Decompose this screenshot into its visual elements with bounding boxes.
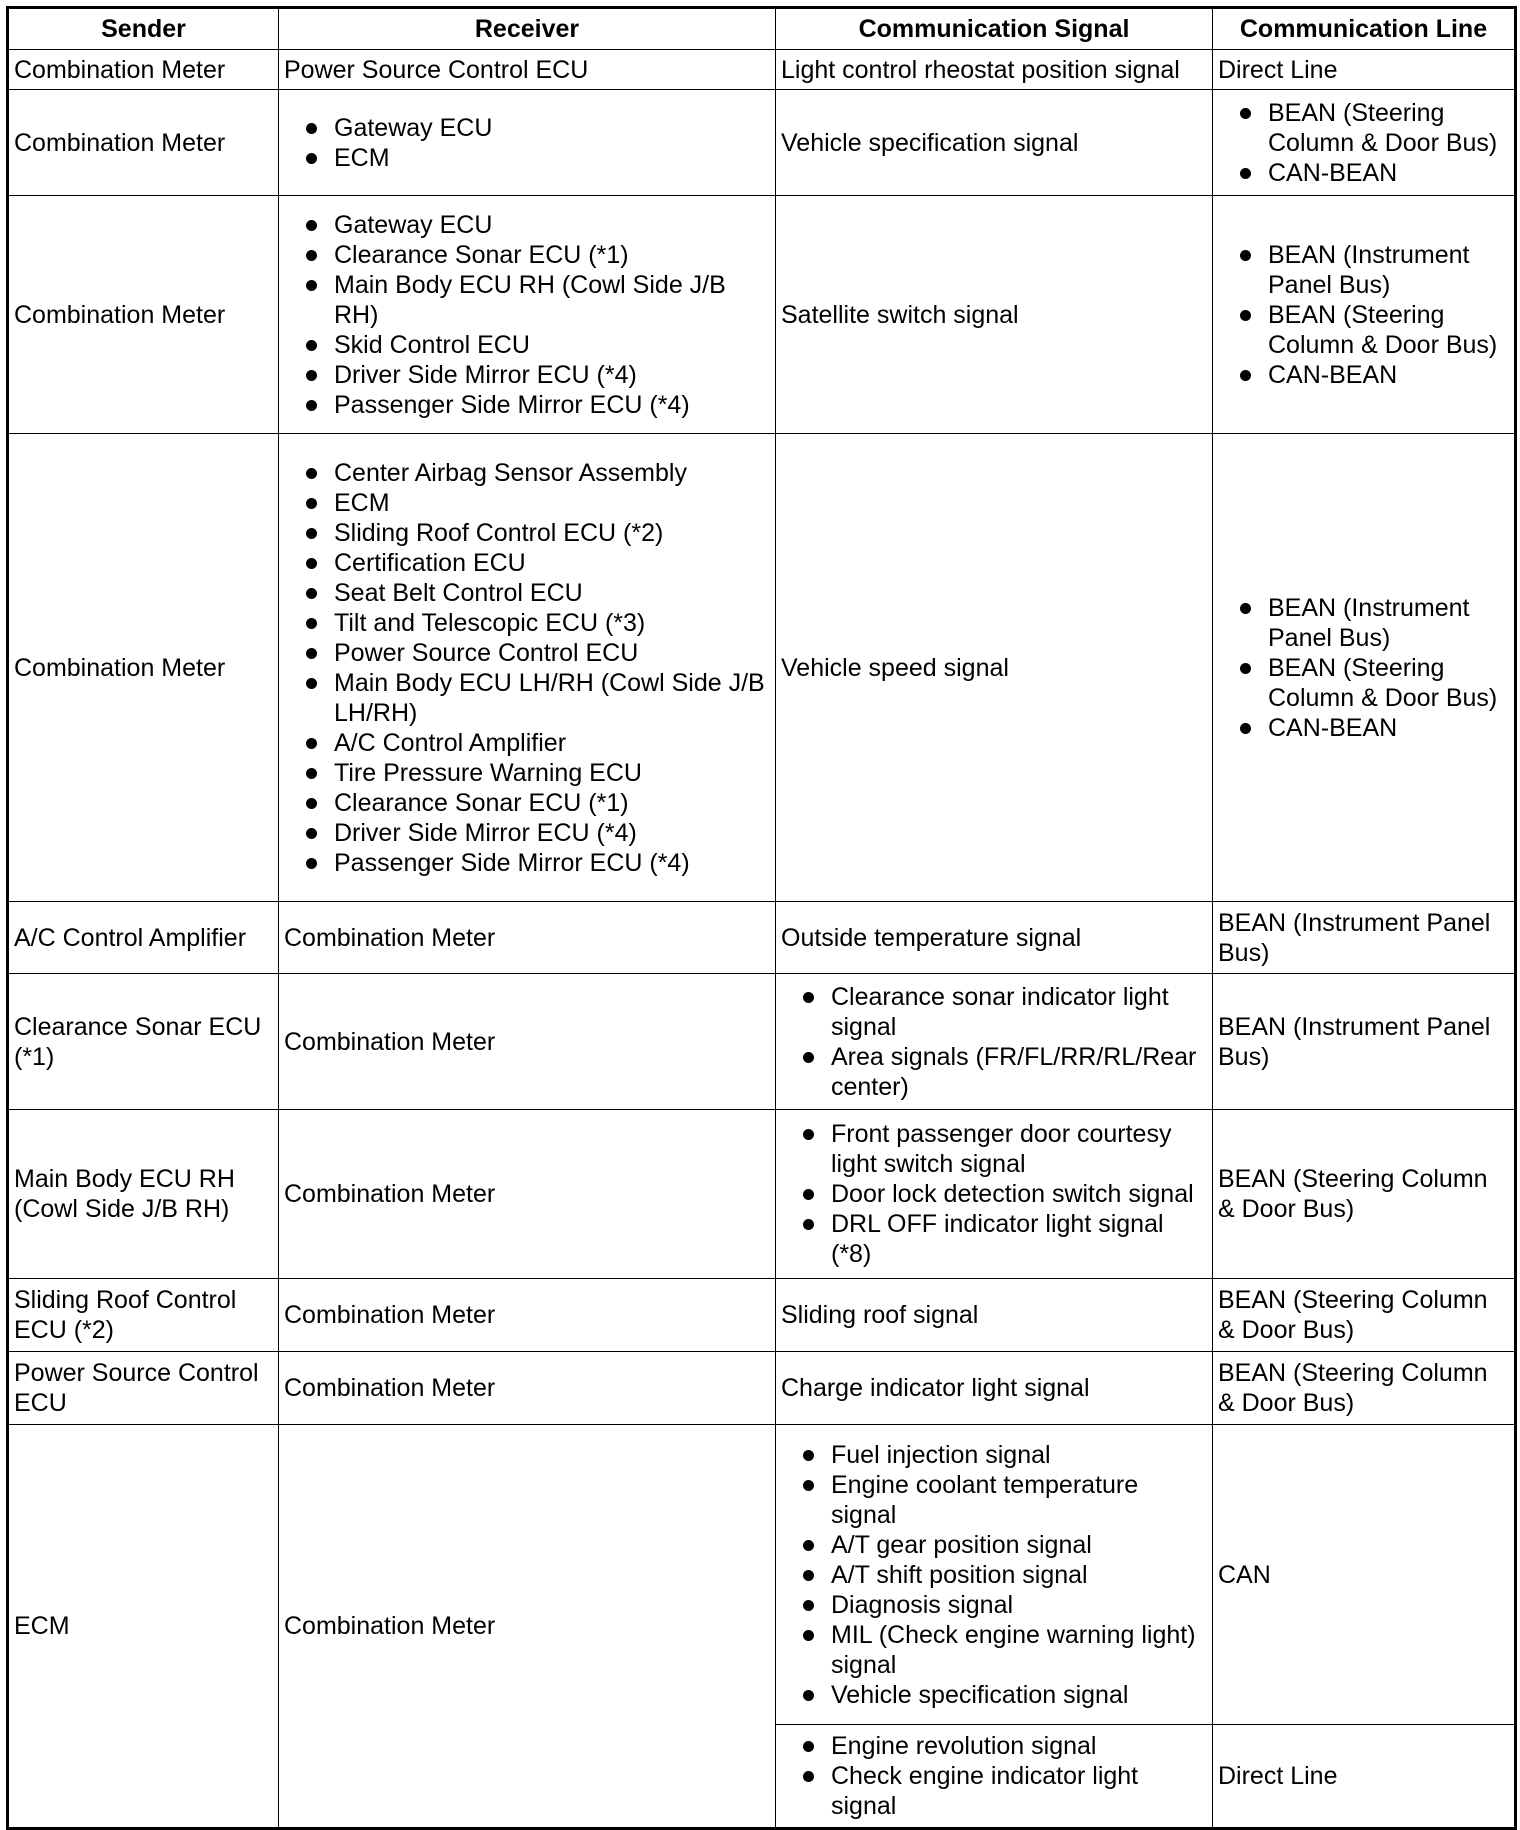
sender-cell: A/C Control Amplifier <box>8 902 279 974</box>
list-item: ECM <box>284 488 770 518</box>
receiver-cell: Combination Meter <box>279 1352 776 1425</box>
list-item: Clearance Sonar ECU (*1) <box>284 788 770 818</box>
sender-cell: Combination Meter <box>8 50 279 90</box>
receiver-cell <box>279 90 776 196</box>
list-item: ECM <box>284 143 770 173</box>
signal-cell: Sliding roof signal <box>776 1279 1213 1352</box>
list-item: BEAN (Steering Column & Door Bus) <box>1218 98 1509 158</box>
list-item: Seat Belt Control ECU <box>284 578 770 608</box>
list-item: Center Airbag Sensor Assembly <box>284 458 770 488</box>
receiver-cell: Combination Meter <box>279 1425 776 1829</box>
list-item: Door lock detection switch signal <box>781 1179 1207 1209</box>
line-cell: BEAN (Steering Column & Door Bus) <box>1213 1110 1516 1279</box>
table-row <box>8 974 1516 1110</box>
list-item: Clearance Sonar ECU (*1) <box>284 240 770 270</box>
list-item: BEAN (Instrument Panel Bus) <box>1218 593 1509 653</box>
list-item: Main Body ECU RH (Cowl Side J/B RH) <box>284 270 770 330</box>
list-item: Power Source Control ECU <box>284 638 770 668</box>
list-item: Engine coolant temperature signal <box>781 1470 1207 1530</box>
sender-cell: Sliding Roof Control ECU (*2) <box>8 1279 279 1352</box>
sender-cell: ECM <box>8 1425 279 1829</box>
sender-cell: Clearance Sonar ECU (*1) <box>8 974 279 1110</box>
sender-cell: Combination Meter <box>8 434 279 902</box>
line-cell: Direct Line <box>1213 50 1516 90</box>
table-row <box>8 1352 1516 1425</box>
list-item: Engine revolution signal <box>781 1731 1207 1761</box>
receiver-cell: Combination Meter <box>279 1279 776 1352</box>
sender-cell: Main Body ECU RH (Cowl Side J/B RH) <box>8 1110 279 1279</box>
header-line: Communication Line <box>1213 8 1516 50</box>
list-item: Certification ECU <box>284 548 770 578</box>
signal-cell: Charge indicator light signal <box>776 1352 1213 1425</box>
table-row <box>8 90 1516 196</box>
line-cell: CAN <box>1213 1425 1516 1725</box>
list-item: Front passenger door courtesy light switch signal <box>781 1119 1207 1179</box>
list-item: Area signals (FR/FL/RR/RL/Rear center) <box>781 1042 1207 1102</box>
receiver-cell: Power Source Control ECU <box>279 50 776 90</box>
list-item: BEAN (Steering Column & Door Bus) <box>1218 653 1509 713</box>
table-row <box>8 434 1516 902</box>
signal-cell: Satellite switch signal <box>776 196 1213 434</box>
receiver-cell: Combination Meter <box>279 974 776 1110</box>
signal-cell: Vehicle specification signal <box>776 90 1213 196</box>
list-item: CAN-BEAN <box>1218 360 1509 390</box>
sender-cell: Combination Meter <box>8 90 279 196</box>
list-item: A/T gear position signal <box>781 1530 1207 1560</box>
table-row <box>8 902 1516 974</box>
list-item: Gateway ECU <box>284 210 770 240</box>
list-item: A/T shift position signal <box>781 1560 1207 1590</box>
sender-cell: Combination Meter <box>8 196 279 434</box>
list-item: Passenger Side Mirror ECU (*4) <box>284 848 770 878</box>
table-row <box>8 196 1516 434</box>
line-cell <box>1213 434 1516 902</box>
table-row <box>8 1279 1516 1352</box>
list-item: Fuel injection signal <box>781 1440 1207 1470</box>
list-item: Main Body ECU LH/RH (Cowl Side J/B LH/RH) <box>284 668 770 728</box>
list-item: Driver Side Mirror ECU (*4) <box>284 818 770 848</box>
communication-table <box>6 6 1517 1830</box>
receiver-cell: Combination Meter <box>279 1110 776 1279</box>
line-cell <box>1213 196 1516 434</box>
list-item: Clearance sonar indicator light signal <box>781 982 1207 1042</box>
list-item: Diagnosis signal <box>781 1590 1207 1620</box>
header-row <box>8 8 1516 50</box>
list-item: Driver Side Mirror ECU (*4) <box>284 360 770 390</box>
list-item: BEAN (Instrument Panel Bus) <box>1218 240 1509 300</box>
header-sender: Sender <box>8 8 279 50</box>
signal-cell: Outside temperature signal <box>776 902 1213 974</box>
line-cell: Direct Line <box>1213 1725 1516 1829</box>
signal-cell <box>776 1425 1213 1725</box>
line-cell: BEAN (Instrument Panel Bus) <box>1213 974 1516 1110</box>
line-cell: BEAN (Steering Column & Door Bus) <box>1213 1352 1516 1425</box>
signal-cell: Light control rheostat position signal <box>776 50 1213 90</box>
signal-cell <box>776 1110 1213 1279</box>
table-row <box>8 50 1516 90</box>
signal-cell <box>776 974 1213 1110</box>
signal-cell: Vehicle speed signal <box>776 434 1213 902</box>
list-item: A/C Control Amplifier <box>284 728 770 758</box>
table-row <box>8 1425 1516 1725</box>
list-item: Tire Pressure Warning ECU <box>284 758 770 788</box>
list-item: Passenger Side Mirror ECU (*4) <box>284 390 770 420</box>
header-signal: Communication Signal <box>776 8 1213 50</box>
list-item: CAN-BEAN <box>1218 713 1509 743</box>
list-item: Check engine indicator light signal <box>781 1761 1207 1821</box>
list-item: CAN-BEAN <box>1218 158 1509 188</box>
receiver-cell <box>279 196 776 434</box>
table-row <box>8 1110 1516 1279</box>
list-item: BEAN (Steering Column & Door Bus) <box>1218 300 1509 360</box>
line-cell: BEAN (Steering Column & Door Bus) <box>1213 1279 1516 1352</box>
sender-cell: Power Source Control ECU <box>8 1352 279 1425</box>
list-item: Tilt and Telescopic ECU (*3) <box>284 608 770 638</box>
list-item: Vehicle specification signal <box>781 1680 1207 1710</box>
receiver-cell: Combination Meter <box>279 902 776 974</box>
list-item: Skid Control ECU <box>284 330 770 360</box>
header-receiver: Receiver <box>279 8 776 50</box>
line-cell <box>1213 90 1516 196</box>
line-cell: BEAN (Instrument Panel Bus) <box>1213 902 1516 974</box>
list-item: MIL (Check engine warning light) signal <box>781 1620 1207 1680</box>
signal-cell <box>776 1725 1213 1829</box>
receiver-cell <box>279 434 776 902</box>
list-item: Sliding Roof Control ECU (*2) <box>284 518 770 548</box>
list-item: DRL OFF indicator light signal (*8) <box>781 1209 1207 1269</box>
list-item: Gateway ECU <box>284 113 770 143</box>
